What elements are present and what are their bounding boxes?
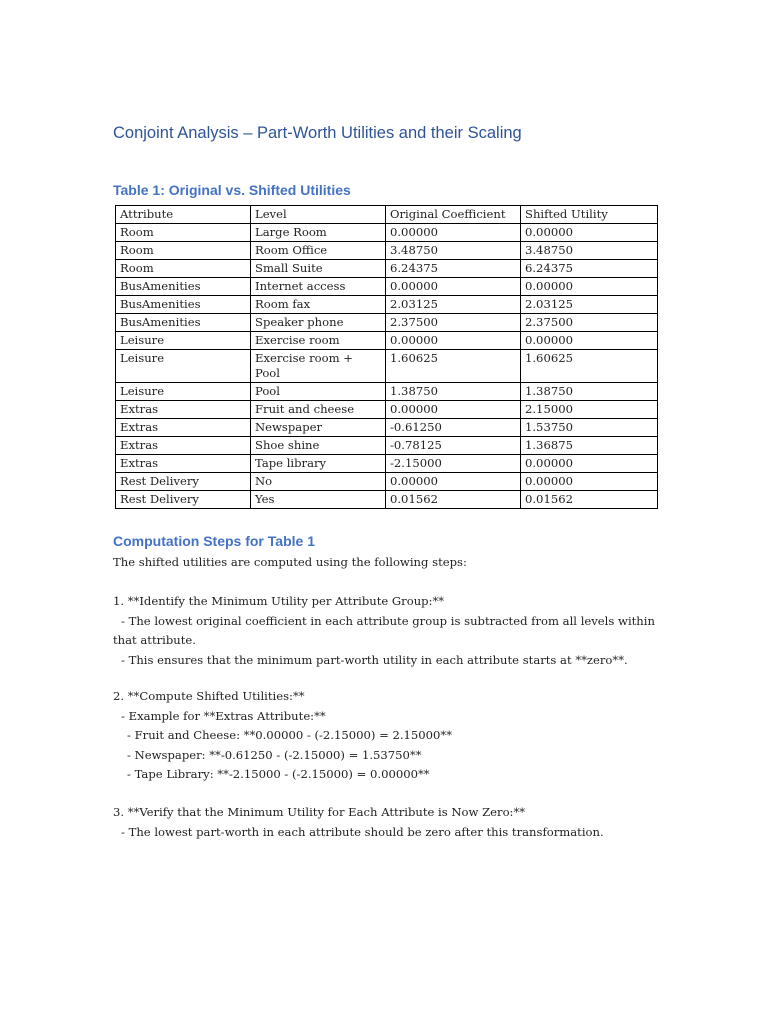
step-2-sub-2: - Newspaper: **-0.61250 - (-2.15000) = 1.53750** (127, 747, 422, 762)
table-cell: 1.60625 (386, 350, 521, 383)
table-row (116, 491, 658, 509)
table-cell: -2.15000 (386, 455, 521, 473)
table-cell: Exercise room (251, 332, 386, 350)
table-cell: 6.24375 (386, 260, 521, 278)
table-cell: 2.15000 (521, 401, 658, 419)
table-row (116, 473, 658, 491)
table-cell: Leisure (116, 383, 251, 401)
step-3 (113, 803, 658, 842)
table-header-cell: Level (251, 206, 386, 224)
step-2-title: 2. **Compute Shifted Utilities:** (113, 689, 305, 703)
table-cell: Leisure (116, 332, 251, 350)
table-cell: Exercise room + Pool (251, 350, 386, 383)
table-cell: 0.00000 (386, 332, 521, 350)
table-row (116, 350, 658, 383)
table-row (116, 332, 658, 350)
table-cell: 2.03125 (386, 296, 521, 314)
table-cell: Leisure (116, 350, 251, 383)
table-cell: 2.37500 (521, 314, 658, 332)
table-cell: Speaker phone (251, 314, 386, 332)
table-cell: Room (116, 224, 251, 242)
step-1-bullet-1: - The lowest original coefficient in each attribute group is subtracted from all levels within that attribute. (113, 613, 659, 647)
table-cell: Extras (116, 401, 251, 419)
table-cell: 1.36875 (521, 437, 658, 455)
table-cell: Newspaper (251, 419, 386, 437)
table-cell: 0.00000 (521, 278, 658, 296)
table-cell: 0.00000 (521, 332, 658, 350)
table-cell: 1.38750 (386, 383, 521, 401)
table-row (116, 242, 658, 260)
table-cell: 0.00000 (386, 224, 521, 242)
table-cell: 0.00000 (386, 473, 521, 491)
table-cell: Large Room (251, 224, 386, 242)
step-2-sub-3: - Tape Library: **-2.15000 - (-2.15000) = 0.00000** (127, 767, 430, 781)
utilities-table (115, 205, 658, 509)
step-1 (113, 592, 658, 670)
table-cell: 0.00000 (386, 401, 521, 419)
table-cell: Rest Delivery (116, 491, 251, 509)
table-cell: Extras (116, 437, 251, 455)
table-cell: Room fax (251, 296, 386, 314)
table-cell: Extras (116, 419, 251, 437)
table-cell: -0.61250 (386, 419, 521, 437)
table-cell: Shoe shine (251, 437, 386, 455)
table-row (116, 314, 658, 332)
step-1-bullet-2: - This ensures that the minimum part-worth utility in each attribute starts at **zero**. (121, 652, 628, 667)
table-row (116, 401, 658, 419)
table-cell: Room Office (251, 242, 386, 260)
step-3-bullet-1: - The lowest part-worth in each attribute should be zero after this transformation. (121, 824, 604, 839)
table-cell: 2.03125 (521, 296, 658, 314)
table-cell: 1.38750 (521, 383, 658, 401)
table-row (116, 455, 658, 473)
table-row (116, 260, 658, 278)
table-cell: 0.01562 (386, 491, 521, 509)
table-cell: 2.37500 (386, 314, 521, 332)
table-header-cell: Original Coefficient (386, 206, 521, 224)
step-2-sub-1: - Fruit and Cheese: **0.00000 - (-2.15000) = 2.15000** (127, 728, 453, 742)
table-cell: BusAmenities (116, 296, 251, 314)
table-row (116, 383, 658, 401)
table-cell: 0.01562 (521, 491, 658, 509)
table-cell: Internet access (251, 278, 386, 296)
table-header-cell: Attribute (116, 206, 251, 224)
table-cell: 6.24375 (521, 260, 658, 278)
table-cell: Fruit and cheese (251, 401, 386, 419)
table-row (116, 419, 658, 437)
table-cell: 0.00000 (521, 224, 658, 242)
table-row (116, 224, 658, 242)
step-2 (113, 687, 658, 785)
step-1-title: 1. **Identify the Minimum Utility per Attribute Group:** (113, 594, 445, 608)
table-cell: Small Suite (251, 260, 386, 278)
table-cell: BusAmenities (116, 278, 251, 296)
step-2-bullet-1: - Example for **Extras Attribute:** (121, 708, 326, 723)
table-header-cell: Shifted Utility (521, 206, 658, 224)
table-heading: Table 1: Original vs. Shifted Utilities (113, 182, 351, 198)
table-cell: -0.78125 (386, 437, 521, 455)
table-row (116, 278, 658, 296)
table-cell: Pool (251, 383, 386, 401)
table-row (116, 296, 658, 314)
steps-heading: Computation Steps for Table 1 (113, 533, 315, 549)
table-cell: Room (116, 260, 251, 278)
table-cell: Room (116, 242, 251, 260)
table-cell: 0.00000 (521, 473, 658, 491)
table-cell: Extras (116, 455, 251, 473)
table-cell: 0.00000 (521, 455, 658, 473)
table-cell: BusAmenities (116, 314, 251, 332)
table-header-row (116, 206, 658, 224)
steps-intro (113, 553, 658, 573)
table-cell: Tape library (251, 455, 386, 473)
intro-text: The shifted utilities are computed using the following steps: (113, 555, 467, 569)
table-cell: 0.00000 (386, 278, 521, 296)
table-body (116, 224, 658, 509)
step-3-title: 3. **Verify that the Minimum Utility for Each Attribute is Now Zero:** (113, 805, 526, 819)
table-cell: No (251, 473, 386, 491)
table-cell: Yes (251, 491, 386, 509)
table-cell: 1.60625 (521, 350, 658, 383)
table-cell: 1.53750 (521, 419, 658, 437)
table-cell: 3.48750 (386, 242, 521, 260)
table-cell: 3.48750 (521, 242, 658, 260)
table-cell: Rest Delivery (116, 473, 251, 491)
table-row (116, 437, 658, 455)
document-title: Conjoint Analysis – Part-Worth Utilities and their Scaling (113, 124, 522, 142)
